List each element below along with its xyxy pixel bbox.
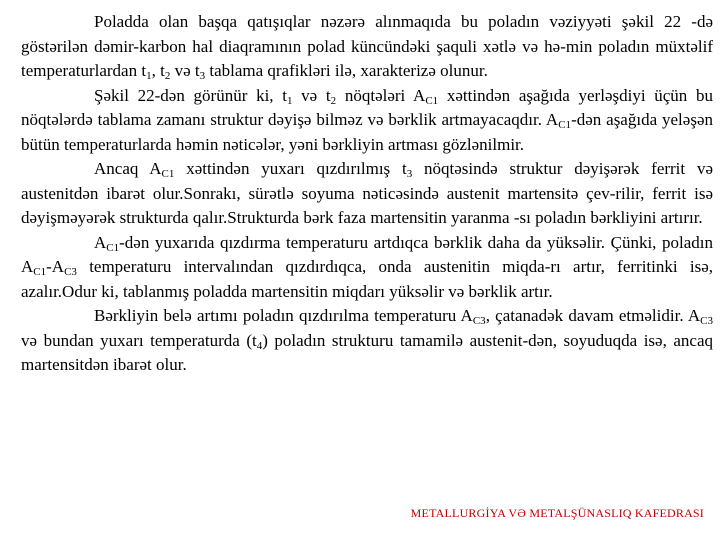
subscript-text: 3 xyxy=(406,168,413,180)
subscript-text: C1 xyxy=(33,266,47,278)
subscript-text: C1 xyxy=(558,119,572,131)
text-run: -dən aşağıda yeləşən bütün temperaturlarda həmin nəticələr, yəni bərkliyin artması gözlənilmir. xyxy=(21,110,713,154)
paragraph xyxy=(21,84,713,158)
subscript-text: C3 xyxy=(64,266,77,278)
text-run: , çatanadək davam etməlidir. A xyxy=(485,306,701,325)
subscript-text: 3 xyxy=(199,70,206,82)
subscript-text: C1 xyxy=(425,94,439,107)
text-run: A xyxy=(94,232,107,252)
text-run: Poladda olan başqa qatışıqlar nəzərə alınmaqıda bu poladın vəziyyəti şəkil 22 -də göstərilən dəmir-karbon hal diaqramının polad küncündəki şaquli xətlə və hə-min poladın müxtəlif temperaturlardan t xyxy=(21,12,713,80)
subscript-text: 4 xyxy=(256,339,263,352)
text-run: və bundan yuxarı temperaturda (t xyxy=(21,330,257,350)
paragraph xyxy=(21,304,713,378)
subscript-text: C3 xyxy=(472,315,486,327)
text-run: tablama qrafikləri ilə, xarakterizə olunur. xyxy=(205,61,488,80)
text-run: və t xyxy=(292,85,331,105)
department-footer: METALLURGİYA VƏ METALŞÜNASLIQ KAFEDRASI xyxy=(410,506,704,520)
text-run: -A xyxy=(46,257,65,276)
document-body xyxy=(21,10,713,378)
text-run: Bərkliyin belə artımı poladın qızdırılma temperaturu A xyxy=(94,306,473,325)
subscript-text: C1 xyxy=(161,168,175,180)
subscript-text: 1 xyxy=(286,94,293,107)
subscript-text: 2 xyxy=(330,94,337,107)
paragraph xyxy=(21,231,713,305)
text-run: nöqtələri A xyxy=(336,85,426,105)
text-run: ) poladın strukturu tamamilə austenit-dən, soyuduqda isə, ancaq martensitdən ibarət olur. xyxy=(21,330,714,374)
paragraph xyxy=(21,157,713,231)
text-run: Ancaq A xyxy=(94,159,162,178)
text-run: , t xyxy=(151,61,165,80)
subscript-text: 2 xyxy=(164,70,171,82)
text-run: xəttindən aşağıda yerləşdiyi üçün bu nöqtələrdə tablama zamanı struktur dəyişə bilməz və bərklik artmayacaqdır. A xyxy=(21,85,713,129)
text-run: -dən yuxarıda qızdırma temperaturu artdıqca bərklik daha da yüksəlir. Çünki, poladın A xyxy=(21,232,713,276)
subscript-text: C1 xyxy=(106,241,120,254)
text-run: nöqtəsində struktur dəyişərək ferrit və austenitdən ibarət olur.Sonrakı, sürətlə soyuma nəticəsində austenit martensitə çev-rilir, ferrit isə dəyişməyərək strukturda qalır.Strukturda bərk faza martensitin yaranma -sı poladın bərkliyini artırır. xyxy=(21,159,713,227)
subscript-text: 1 xyxy=(146,70,152,82)
text-run: temperaturu intervalından qızdırdıqca, onda austenitin miqda-rı artır, ferritinki isə, azalır.Odur ki, tablanmış poladda martensitin miqdarı yüksəlir və bərklik artır. xyxy=(21,257,713,301)
paragraph xyxy=(21,10,713,84)
subscript-text: C3 xyxy=(700,315,713,327)
text-run: Şəkil 22-dən görünür ki, t xyxy=(94,85,287,105)
text-run: xəttindən yuxarı qızdırılmış t xyxy=(174,159,407,178)
text-run: və t xyxy=(170,61,200,80)
